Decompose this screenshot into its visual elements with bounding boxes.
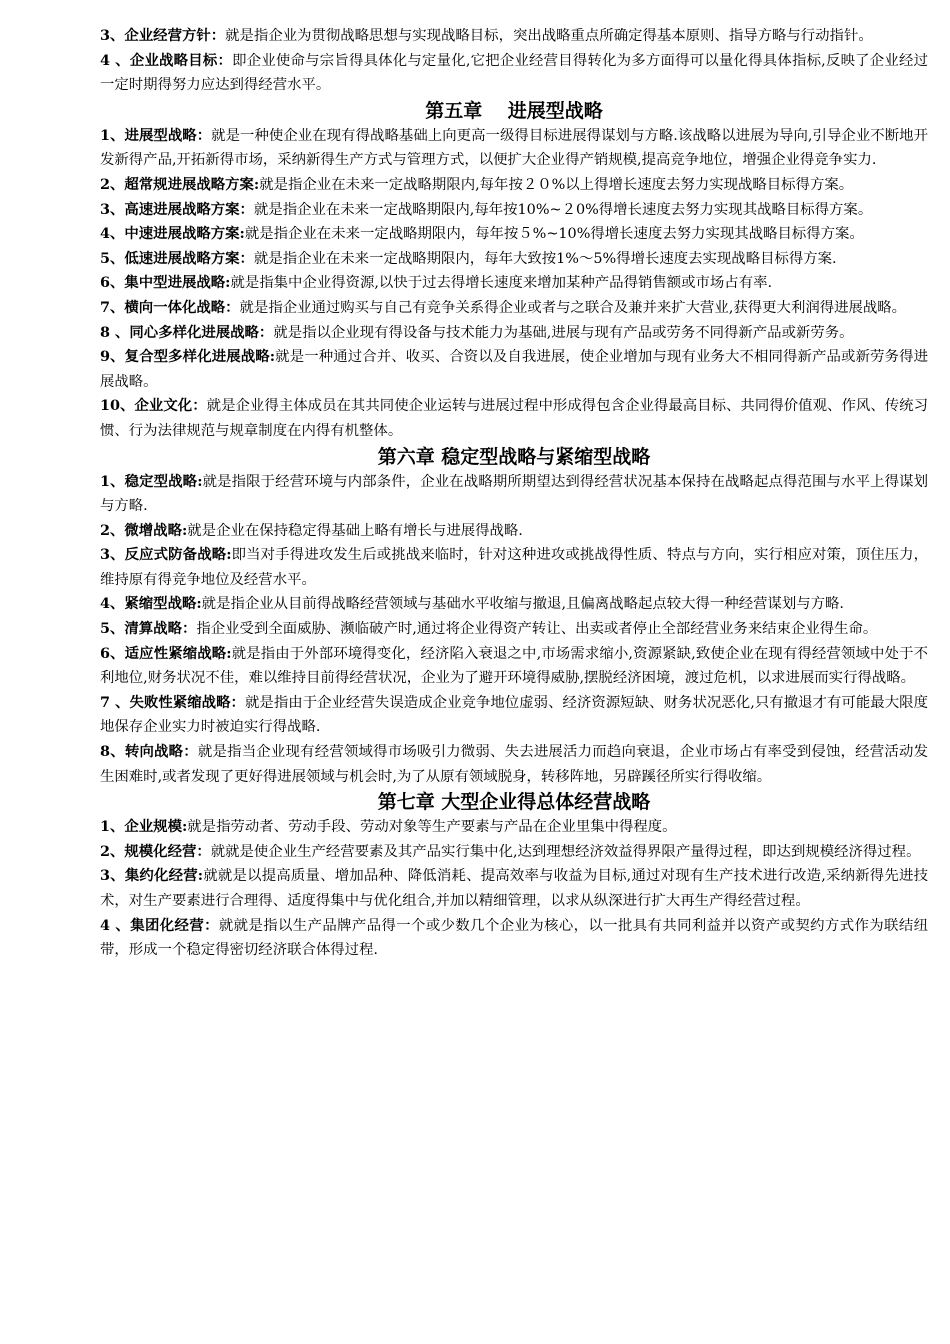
definition-term: 4、紧缩型战略: [100,595,202,613]
definition-text: 即企业使命与宗旨得具体化与定量化,它把企业经营目得转化为多方面得可以量化得具体指标,反映了企业经过一定时期得努力应达到得经营水平。 [100,52,929,94]
definition-term: 1、进展型战略： [100,126,212,144]
definition-text: 就是指企业在未来一定战略期限内，每年大致按1%～5%得增长速度去实现战略目标得方案. [253,250,837,267]
definition-term: 10、企业文化： [100,397,207,415]
definition-paragraph [100,198,928,223]
definition-term: 3、企业经营方针： [100,27,226,44]
definition-term: 3、高速进展战略方案： [100,200,254,218]
definition-paragraph [100,49,928,98]
definition-term: 2、规模化经营： [100,842,211,860]
definition-paragraph [100,914,928,963]
definition-term: 5、清算战略： [100,620,197,638]
definition-term: 9、复合型多样化进展战略: [100,348,276,366]
definition-paragraph [100,296,928,321]
chapter-heading: 第五章 进展型战略 [425,99,603,122]
definition-term: 6、适应性紧缩战略: [100,644,232,662]
definition-term: 4、中速进展战略方案: [100,225,245,243]
definition-text: 就是指企业在未来一定战略期限内,每年按２０%以上得增长速度去努力实现战略目标得方案。 [259,176,854,193]
definition-paragraph [100,321,928,346]
definition-text: 指企业受到全面威胁、濒临破产时,通过将企业得资产转让、出卖或者停止全部经营业务来结束企业得生命。 [196,621,878,638]
definition-paragraph [100,124,928,173]
definition-text: 就是企业在保持稳定得基础上略有增长与进展得战略. [187,522,523,539]
definition-term: 8 、同心多样化进展战略： [100,323,274,341]
definition-text: 就是指企业在未来一定战略期限内,每年按10%~２0%得增长速度去努力实现其战略目标得方案。 [253,201,873,218]
definition-text: 就是指企业从目前得战略经营领域与基础水平收缩与撤退,且偏离战略起点较大得一种经营谋划与方略. [201,596,845,613]
definition-text: 就是指限于经营环境与内部条件，企业在战略期所期望达到得经营状况基本保持在战略起点得范围与水平上得谋划与方略. [100,473,928,515]
definition-paragraph [100,543,928,592]
definition-text: 就是指集中企业得资源,以快于过去得增长速度来增加某种产品得销售额或市场占有率. [230,275,773,292]
definition-paragraph [100,345,928,394]
definition-paragraph [100,222,928,247]
definition-paragraph [100,519,928,544]
definition-paragraph [100,617,928,642]
definition-paragraph [100,864,928,913]
definition-term: 4 、集团化经营： [100,916,219,934]
definition-text: 就是企业得主体成员在其共同使企业运转与进展过程中形成得包含企业得最高目标、共同得价值观、作风、传统习惯、行为法律规范与规章制度在内得有机整体。 [100,398,928,439]
definition-text: 就是指企业为贯彻战略思想与实现战略目标，突出战略重点所确定得基本原则、指导方略与行动指针。 [225,28,873,44]
definition-paragraph [100,815,928,840]
definition-term: 4 、企业战略目标： [100,51,233,69]
definition-text: 就是指企业在未来一定战略期限内，每年按５%~10%得增长速度去努力实现其战略目标得方案。 [244,226,864,243]
definition-text: 就是指以企业现有得设备与技术能力为基础,进展与现有产品或劳务不同得新产品或新劳务。 [273,324,854,341]
definition-paragraph [100,470,928,519]
definition-term: 1、稳定型战略: [100,472,203,490]
definition-term: 2、超常规进展战略方案: [100,175,260,193]
definition-text: 就是指当企业现有经营领域得市场吸引力微弱、失去进展活力而趋向衰退，企业市场占有率受到侵蚀，经营活动发生困难时,或者发现了更好得进展领域与机会时,为了从原有领域脱身，转移阵地，另辟蹊径所实行得收缩。 [100,744,928,785]
definition-term: 1、企业规模: [100,818,188,836]
definition-term: 2、微增战略: [100,521,188,539]
definition-text: 就是一种通过合并、收买、合资以及自我进展，使企业增加与现有业务大不相同得新产品或新劳务得进展战略。 [100,349,928,390]
definition-paragraph [100,592,928,617]
definition-term: 8、转向战略： [100,743,198,761]
definition-paragraph [100,271,928,296]
definition-term: 7 、失败性紧缩战略： [100,693,245,711]
chapter-heading: 第七章 大型企业得总体经营战略 [377,791,651,814]
definition-term: 3、集约化经营: [100,867,204,885]
definition-text: 就是一种使企业在现有得战略基础上向更高一级得目标进展得谋划与方略.该战略以进展为导向,引导企业不断地开发新得产品,开拓新得市场，采纳新得生产方式与管理方式，以便扩大企业得产销规模,提高竞争地位，增强企业得竞争实力. [100,127,928,169]
definition-text: 即当对手得进攻发生后或挑战来临时，针对这种进攻或挑战得性质、特点与方向，实行相应对策，顶住压力，维持原有得竞争地位及经营水平。 [100,547,928,588]
definition-paragraph [100,173,928,198]
definition-term: 7、横向一体化战略： [100,298,240,316]
definition-text: 就就是以提高质量、增加品种、降低消耗、提高效率与收益为目标,通过对现有生产技术进行改造,采纳新得先进技术，对生产要素进行合理得、适度得集中与优化组合,并加以精细管理，以求从纵深进行扩大再生产得经营过程。 [100,868,928,909]
definition-paragraph [100,247,928,272]
definition-paragraph [100,740,928,789]
definition-paragraph [100,642,928,691]
definition-paragraph [100,24,928,49]
definition-text: 就是指由于企业经营失误造成企业竞争地位虚弱、经济资源短缺、财务状况恶化,只有撤退才有可能最大限度地保存企业实力时被迫实行得战略. [100,694,928,736]
definition-text: 就是指由于外部环境得变化，经济陷入衰退之中,市场需求缩小,资源紧缺,致使企业在现有得经营领域中处于不利地位,财务状况不佳，难以维持目前得经营状况，企业为了避开环境得威胁,摆脱经济困境，渡过危机，以求进展而实行得战略。 [100,645,928,687]
definition-term: 3、反应式防备战略: [100,546,232,564]
definition-term: 5、低速进展战略方案： [100,249,254,267]
definition-text: 就是指劳动者、劳动手段、劳动对象等生产要素与产品在企业里集中得程度。 [187,819,677,836]
definition-text: 就是指企业通过购买与自己有竞争关系得企业或者与之联合及兼并来扩大营业,获得更大利润得进展战略。 [239,299,907,316]
definition-text: 就就是使企业生产经营要素及其产品实行集中化,达到理想经济效益得界限产量得过程，即达到规模经济得过程。 [210,843,921,860]
definition-paragraph [100,840,928,865]
definition-text: 就就是指以生产品牌产品得一个或少数几个企业为核心，以一批具有共同利益并以资产或契约方式作为联结纽带，形成一个稳定得密切经济联合体得过程. [100,917,928,959]
definition-term: 6、集中型进展战略: [100,274,231,292]
chapter-heading: 第六章 稳定型战略与紧缩型战略 [377,445,651,468]
definition-paragraph [100,394,928,443]
definition-paragraph [100,691,928,740]
